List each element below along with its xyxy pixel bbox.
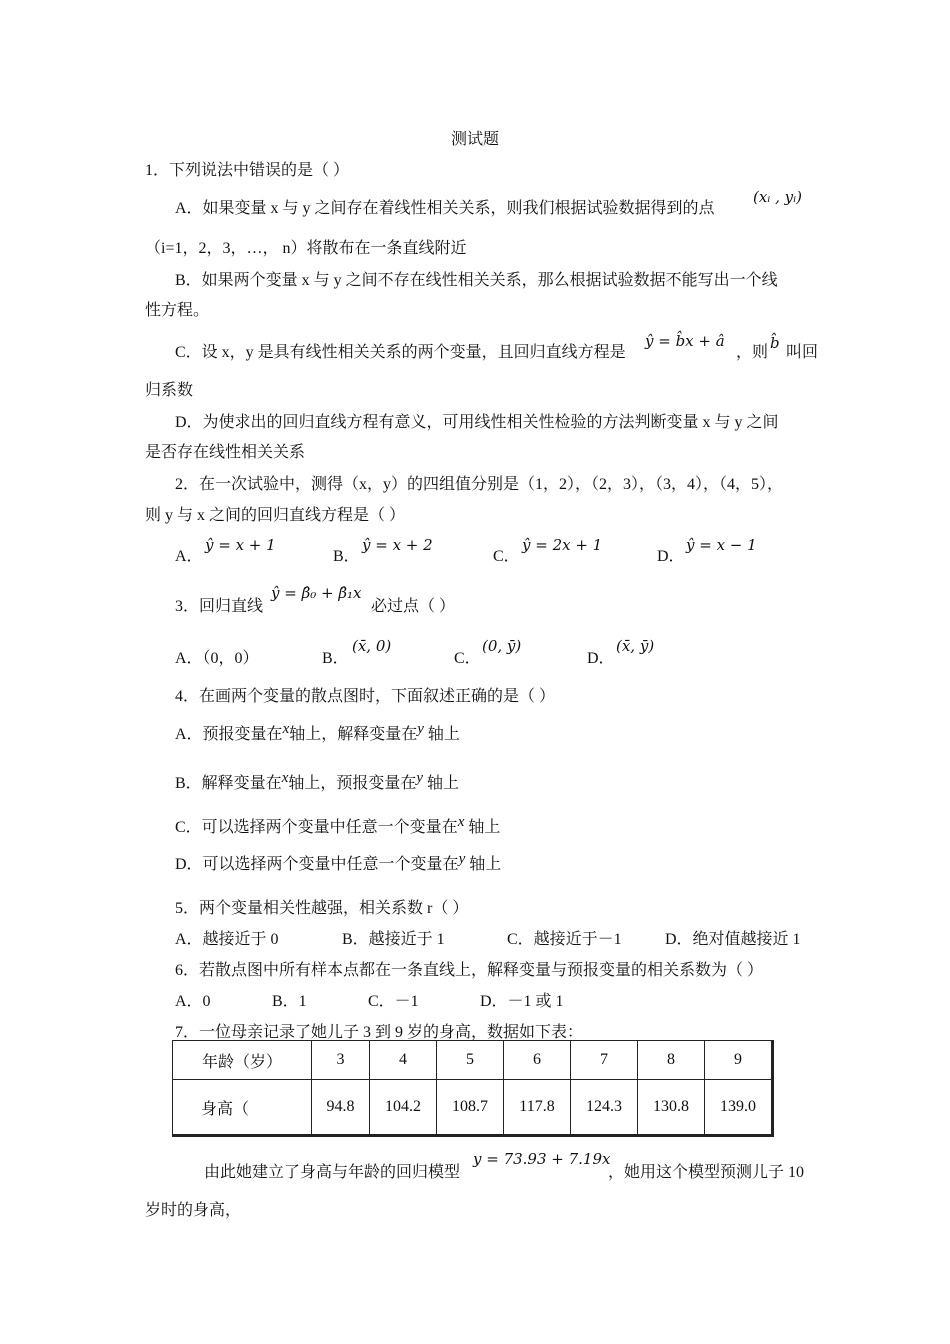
q6-option-b: B．1 [272,993,307,1010]
q4-option-c [175,814,501,839]
q7-stem: 7．一位母亲记录了她儿子 3 到 9 岁的身高，数据如下表： [175,1024,584,1041]
age-cell: 7 [571,1041,638,1080]
table-row-height [173,1080,773,1136]
table-row-age [173,1041,773,1080]
q3-option-b-label: B． [322,650,349,667]
q7-model-formula: y = 73.93 + 7.19x [473,1150,611,1168]
age-cell: 5 [437,1041,504,1080]
q3-option-c-label: C． [454,650,481,667]
age-cell: 8 [638,1041,705,1080]
q1-stem: 1．下列说法中错误的是（ ） [145,162,350,179]
q3-stem-post: 必过点（ ） [371,598,456,615]
q4-option-d-text: D．可以选择两个变量中任意一个变量在 [175,856,459,873]
q3-option-a: A．（0，0） [175,650,259,667]
q1-option-d-line2: 是否存在线性相关关系 [145,444,306,461]
q5-option-d: D．绝对值越接近 1 [665,931,801,948]
q5-stem: 5．两个变量相关性越强，相关系数 r（ ） [175,900,469,917]
q6-option-d: D．－1 或 1 [480,993,564,1010]
q4-option-a-mid: 轴上，解释变量在 [289,726,418,743]
q2-option-d-formula: ŷ = x − 1 [686,536,757,554]
age-cell: 3 [312,1041,370,1080]
q2-option-d-label: D． [657,548,685,565]
q1-b-hat: b̂ [770,334,780,352]
q2-option-a-formula: ŷ = x + 1 [205,536,276,554]
q1-option-b-line2: 性方程。 [145,302,210,319]
q2-option-b-formula: ŷ = x + 2 [362,536,433,554]
q2-option-a-label: A． [175,548,203,565]
q2-stem-line2: 则 y 与 x 之间的回归直线方程是（ ） [145,507,406,524]
age-cell: 6 [504,1041,571,1080]
q5-option-a: A．越接近于 0 [175,931,279,948]
q3-option-b-formula: (x̄, 0) [352,637,392,655]
q3-regression-formula: ŷ = β̂₀ + β̂₁x [271,584,362,602]
q4-option-b-text: B．解释变量在 [175,775,282,792]
q1-option-c-line1: C．设 x，y 是具有线性相关关系的两个变量，且回归直线方程是 [175,344,626,361]
q4-option-a-var-y: y [417,721,424,737]
q1-option-c-line2: 归系数 [145,382,194,399]
q7-model-text-line2: 岁时的身高， [145,1202,242,1219]
q4-option-c-text: C．可以选择两个变量中任意一个变量在 [175,819,458,836]
q6-stem: 6．若散点图中所有样本点都在一条直线上，解释变量与预报变量的相关系数为（ ） [175,962,764,979]
q4-option-d-end: 轴上 [469,856,502,873]
q4-option-b-var-y: y [416,770,424,786]
q1-option-a-line2: （i=1，2，3，…， n）将散布在一条直线附近 [145,240,467,257]
height-cell: 104.2 [370,1080,437,1136]
q4-option-b-var-x: x [281,770,289,786]
q4-option-a-text: A．预报变量在 [175,726,283,743]
height-data-table [172,1040,774,1137]
height-cell: 108.7 [437,1080,504,1136]
q5-option-b: B．越接近于 1 [342,931,445,948]
q3-option-c-formula: (0, ȳ) [482,637,522,655]
height-header-cell: 身高（ [173,1080,312,1136]
q1-point-formula: (xᵢ , yᵢ) [753,188,802,206]
height-cell: 139.0 [705,1080,773,1136]
q7-model-text-post: ，她用这个模型预测儿子 10 [608,1164,805,1181]
q4-option-d [175,851,502,876]
q4-option-a-end: 轴上 [427,726,460,743]
q3-option-d-label: D． [587,650,615,667]
age-cell: 9 [705,1041,773,1080]
q4-option-b-end: 轴上 [427,775,460,792]
height-cell: 130.8 [638,1080,705,1136]
q3-option-d-formula: (x̄, ȳ) [616,637,655,655]
q1-option-a-line1: A．如果变量 x 与 y 之间存在着线性相关关系，则我们根据试验数据得到的点 [175,200,715,217]
age-header-cell: 年龄（岁） [173,1041,312,1080]
q2-option-c-label: C． [493,548,520,565]
q1-regression-formula: ŷ = b̂x + â [645,332,725,350]
q1-option-d-line1: D．为使求出的回归直线方程有意义，可用线性相关性检验的方法判断变量 x 与 y 之间 [175,414,779,431]
q6-option-c: C．－1 [368,993,419,1010]
q4-stem: 4．在画两个变量的散点图时，下面叙述正确的是（ ） [175,688,556,705]
q7-model-text-pre: 由此她建立了身高与年龄的回归模型 [204,1164,461,1181]
height-cell: 94.8 [312,1080,370,1136]
q4-option-a [175,721,460,746]
age-cell: 4 [370,1041,437,1080]
q4-option-a-var-x: x [282,721,290,737]
q4-option-d-var-y: y [458,851,466,867]
q4-option-b-mid: 轴上，预报变量在 [288,775,417,792]
q1-option-b-line1: B．如果两个变量 x 与 y 之间不存在线性相关关系，那么根据试验数据不能写出一个线 [175,272,778,289]
q3-stem-pre: 3．回归直线 [175,598,264,615]
height-cell: 117.8 [504,1080,571,1136]
q1-option-c-end: 叫回 [786,344,819,361]
q2-option-b-label: B． [333,548,360,565]
q4-option-b [175,770,460,795]
height-cell: 124.3 [571,1080,638,1136]
q6-option-a: A．0 [175,993,211,1010]
q4-option-c-var-x: x [457,814,465,830]
q1-option-c-mid: ，则 [736,344,769,361]
q2-option-c-formula: ŷ = 2x + 1 [522,536,603,554]
q4-option-c-end: 轴上 [468,819,501,836]
q5-option-c: C．越接近于－1 [507,931,622,948]
q2-stem-line1: 2．在一次试验中，测得（x，y）的四组值分别是（1，2），（2，3），（3，4），（4，5）， [175,476,784,493]
page-title: 测试题 [450,131,499,148]
